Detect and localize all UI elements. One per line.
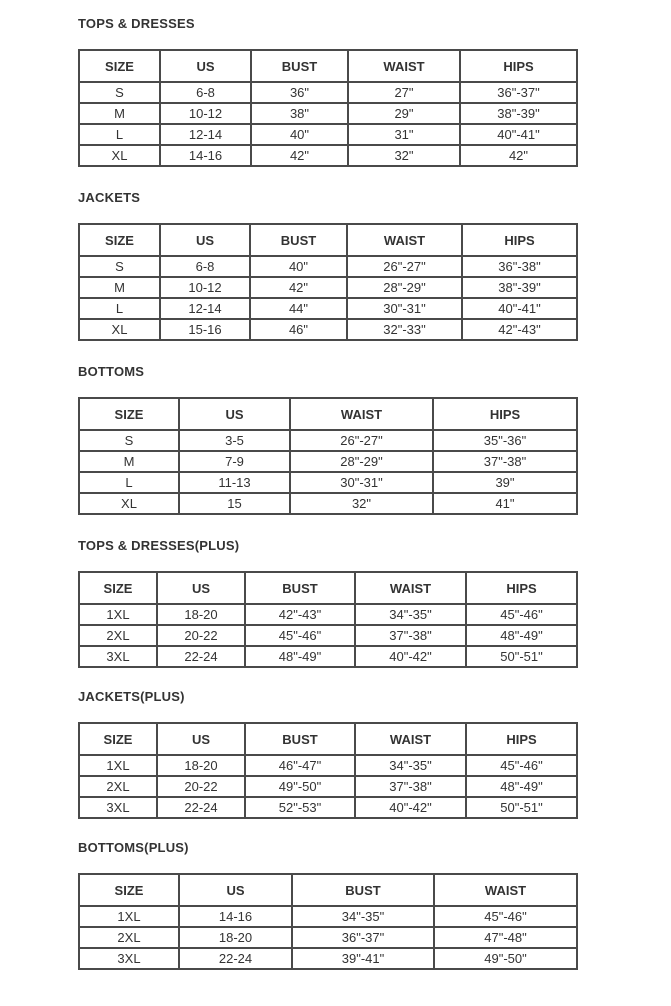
table-cell-hips: 36"-38" [462,256,577,277]
table-cell-bust: 39"-41" [292,948,434,969]
table-header-row [79,224,577,256]
table-cell-waist: 28"-29" [290,451,433,472]
table-row [79,797,577,818]
table-cell-bust: 46"-47" [245,755,355,776]
table-cell-size: M [79,277,160,298]
table-cell-size: 2XL [79,927,179,948]
table-row [79,755,577,776]
column-header-hips: HIPS [466,723,577,755]
column-header-waist: WAIST [355,723,466,755]
table-cell-us: 10-12 [160,103,251,124]
table-cell-hips: 45"-46" [466,755,577,776]
table-row [79,906,577,927]
column-header-us: US [160,224,250,256]
table-cell-hips: 50"-51" [466,797,577,818]
column-header-hips: HIPS [460,50,577,82]
table-cell-waist: 26"-27" [347,256,462,277]
section-title-bottoms-plus: BOTTOMS(PLUS) [78,840,189,855]
table-cell-hips: 35"-36" [433,430,577,451]
table-cell-us: 18-20 [179,927,292,948]
table-cell-hips: 36"-37" [460,82,577,103]
size-table-tops-dresses [78,49,578,167]
column-header-waist: WAIST [355,572,466,604]
table-cell-waist: 37"-38" [355,625,466,646]
column-header-size: SIZE [79,572,157,604]
table-cell-us: 18-20 [157,604,245,625]
table-cell-bust: 45"-46" [245,625,355,646]
table-cell-size: S [79,256,160,277]
table-header-row [79,572,577,604]
table-row [79,124,577,145]
table-cell-bust: 38" [251,103,348,124]
table-cell-bust: 49"-50" [245,776,355,797]
column-header-us: US [179,874,292,906]
column-header-us: US [157,723,245,755]
column-header-hips: HIPS [466,572,577,604]
table-cell-waist: 34"-35" [355,604,466,625]
table-cell-us: 22-24 [157,797,245,818]
table-row [79,451,577,472]
table-cell-waist: 40"-42" [355,646,466,667]
table-cell-waist: 30"-31" [290,472,433,493]
table-cell-size: 3XL [79,797,157,818]
table-row [79,493,577,514]
column-header-bust: BUST [251,50,348,82]
table-cell-us: 6-8 [160,82,251,103]
table-cell-us: 12-14 [160,298,250,319]
table-cell-waist: 37"-38" [355,776,466,797]
table-row [79,103,577,124]
table-row [79,927,577,948]
table-cell-bust: 36" [251,82,348,103]
column-header-us: US [157,572,245,604]
table-cell-size: 2XL [79,776,157,797]
table-row [79,145,577,166]
table-cell-bust: 52"-53" [245,797,355,818]
table-cell-us: 14-16 [160,145,251,166]
table-cell-waist: 40"-42" [355,797,466,818]
table-cell-size: XL [79,493,179,514]
table-cell-bust: 42"-43" [245,604,355,625]
table-cell-waist: 45"-46" [434,906,577,927]
table-cell-hips: 48"-49" [466,776,577,797]
table-header-row [79,723,577,755]
table-cell-bust: 44" [250,298,347,319]
column-header-us: US [179,398,290,430]
table-cell-us: 22-24 [179,948,292,969]
section-title-jackets: JACKETS [78,190,141,205]
table-row [79,776,577,797]
size-table-jackets [78,223,578,341]
table-cell-size: XL [79,319,160,340]
table-cell-us: 18-20 [157,755,245,776]
table-cell-size: L [79,298,160,319]
column-header-size: SIZE [79,874,179,906]
column-header-size: SIZE [79,50,160,82]
table-cell-hips: 42"-43" [462,319,577,340]
column-header-bust: BUST [292,874,434,906]
column-header-waist: WAIST [347,224,462,256]
table-cell-waist: 31" [348,124,460,145]
table-cell-us: 15 [179,493,290,514]
column-header-size: SIZE [79,723,157,755]
table-row [79,430,577,451]
table-cell-us: 14-16 [179,906,292,927]
section-title-jackets-plus: JACKETS(PLUS) [78,689,185,704]
table-cell-size: L [79,472,179,493]
table-row [79,625,577,646]
table-row [79,82,577,103]
column-header-bust: BUST [245,723,355,755]
table-cell-waist: 32"-33" [347,319,462,340]
table-cell-size: XL [79,145,160,166]
table-cell-us: 10-12 [160,277,250,298]
column-header-hips: HIPS [462,224,577,256]
table-row [79,604,577,625]
column-header-size: SIZE [79,398,179,430]
table-cell-us: 11-13 [179,472,290,493]
table-cell-bust: 42" [250,277,347,298]
table-row [79,646,577,667]
size-table-bottoms [78,397,578,515]
table-cell-us: 6-8 [160,256,250,277]
table-cell-waist: 32" [348,145,460,166]
table-cell-hips: 39" [433,472,577,493]
column-header-size: SIZE [79,224,160,256]
table-cell-waist: 30"-31" [347,298,462,319]
column-header-hips: HIPS [433,398,577,430]
table-cell-waist: 34"-35" [355,755,466,776]
table-cell-size: 3XL [79,646,157,667]
table-row [79,472,577,493]
table-cell-waist: 27" [348,82,460,103]
table-cell-hips: 38"-39" [460,103,577,124]
table-row [79,319,577,340]
table-cell-us: 3-5 [179,430,290,451]
table-cell-size: S [79,82,160,103]
table-header-row [79,398,577,430]
table-cell-waist: 28"-29" [347,277,462,298]
column-header-waist: WAIST [434,874,577,906]
size-table-tops-dresses-plus [78,571,578,668]
table-row [79,948,577,969]
section-title-tops-dresses-plus: TOPS & DRESSES(PLUS) [78,538,240,553]
table-cell-size: 2XL [79,625,157,646]
column-header-bust: BUST [245,572,355,604]
table-cell-size: L [79,124,160,145]
table-cell-us: 12-14 [160,124,251,145]
table-cell-us: 7-9 [179,451,290,472]
table-cell-bust: 42" [251,145,348,166]
table-cell-bust: 36"-37" [292,927,434,948]
table-cell-us: 20-22 [157,625,245,646]
size-table-bottoms-plus [78,873,578,970]
table-cell-size: 3XL [79,948,179,969]
table-cell-bust: 46" [250,319,347,340]
table-cell-us: 22-24 [157,646,245,667]
table-cell-bust: 40" [251,124,348,145]
table-cell-waist: 47"-48" [434,927,577,948]
table-cell-waist: 29" [348,103,460,124]
table-row [79,277,577,298]
table-row [79,298,577,319]
table-cell-size: M [79,451,179,472]
section-title-tops-dresses: TOPS & DRESSES [78,16,195,31]
column-header-bust: BUST [250,224,347,256]
table-cell-waist: 49"-50" [434,948,577,969]
table-row [79,256,577,277]
table-cell-size: M [79,103,160,124]
table-cell-bust: 34"-35" [292,906,434,927]
table-cell-size: 1XL [79,604,157,625]
table-cell-hips: 38"-39" [462,277,577,298]
table-cell-hips: 41" [433,493,577,514]
table-header-row [79,50,577,82]
column-header-waist: WAIST [348,50,460,82]
table-cell-size: S [79,430,179,451]
table-cell-bust: 48"-49" [245,646,355,667]
table-cell-hips: 40"-41" [460,124,577,145]
table-cell-waist: 26"-27" [290,430,433,451]
table-cell-bust: 40" [250,256,347,277]
table-header-row [79,874,577,906]
table-cell-size: 1XL [79,755,157,776]
table-cell-waist: 32" [290,493,433,514]
table-cell-hips: 40"-41" [462,298,577,319]
table-cell-size: 1XL [79,906,179,927]
table-cell-hips: 42" [460,145,577,166]
size-table-jackets-plus [78,722,578,819]
table-cell-hips: 37"-38" [433,451,577,472]
table-cell-hips: 48"-49" [466,625,577,646]
column-header-waist: WAIST [290,398,433,430]
table-cell-hips: 45"-46" [466,604,577,625]
column-header-us: US [160,50,251,82]
table-cell-us: 15-16 [160,319,250,340]
table-cell-us: 20-22 [157,776,245,797]
table-cell-hips: 50"-51" [466,646,577,667]
section-title-bottoms: BOTTOMS [78,364,145,379]
